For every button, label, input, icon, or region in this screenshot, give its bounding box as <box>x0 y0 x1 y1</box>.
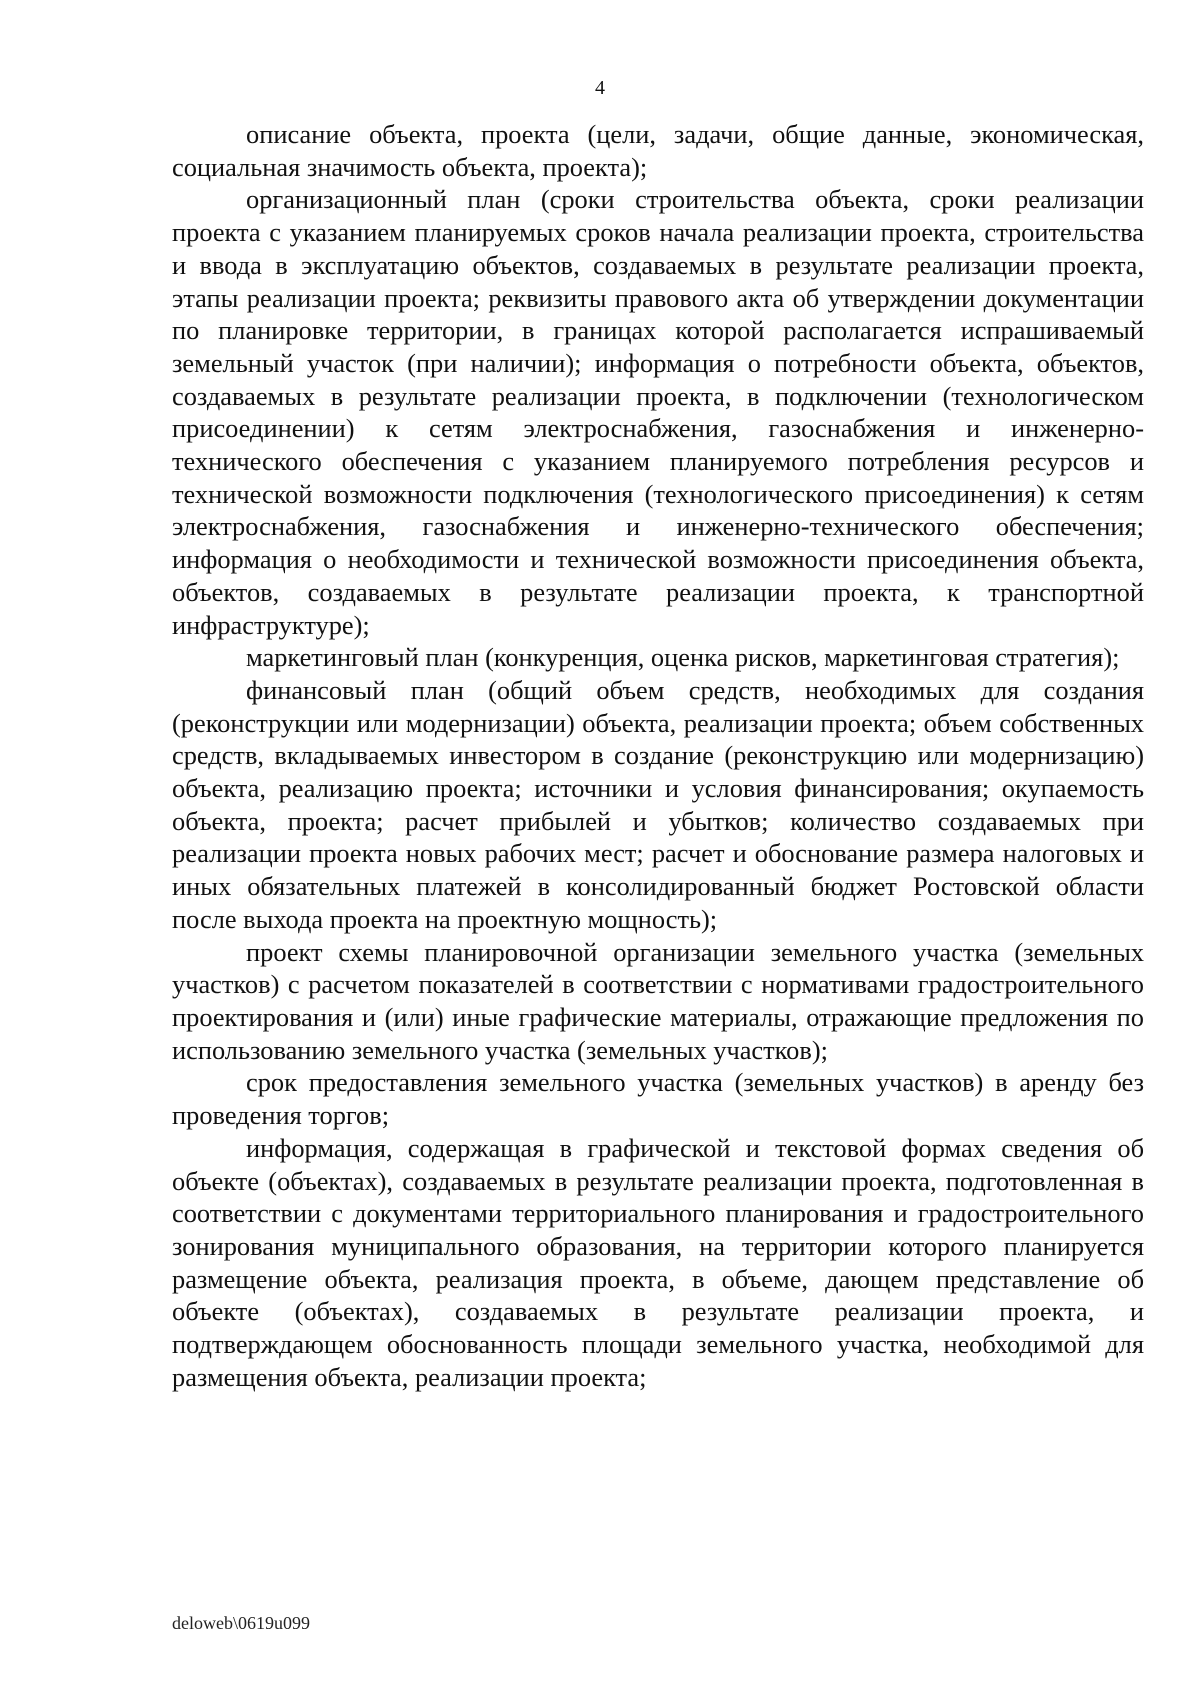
document-body <box>172 118 1144 1393</box>
page-number: 4 <box>595 77 605 99</box>
document-footer-code: deloweb\0619u099 <box>172 1613 310 1633</box>
paragraph-site-plan-project: проект схемы планировочной организации земельного участка (земельных участков) с расчетом показателей в соответствии с нормативами градостроительного проектирования и (или) иные графические материалы, отражающие предложения по использованию земельного участка (земельных участков); <box>172 936 1144 1065</box>
paragraph-marketing-plan: маркетинговый план (конкуренция, оценка рисков, маркетинговая стратегия); <box>246 642 1120 673</box>
paragraph-object-information: информация, содержащая в графической и текстовой формах сведения об объекте (объектах), создаваемых в результате реализации проекта, подготовленная в соответствии с документами территориального планирования и градостроительного зонирования муниципального образования, на территории которого планируется размещение объекта, реализация проекта, в объеме, дающем представление об объекте (объектах), создаваемых в результате реализации проекта, и подтверждающем обоснованность площади земельного участка, необходимой для размещения объекта, реализации проекта; <box>172 1132 1144 1392</box>
paragraph-organizational-plan: организационный план (сроки строительства объекта, сроки реализации проекта с указанием планируемых сроков начала реализации проекта, строительства и ввода в эксплуатацию объектов, создаваемых в результате реализации проекта, этапы реализации проекта; реквизиты правового акта об утверждении документации по планировке территории, в границах которой располагается испрашиваемый земельный участок (при наличии); информация о потребности объекта, объектов, создаваемых в результате реализации проекта, в подключении (технологическом присоединении) к сетям электроснабжения, газоснабжения и инженерно-технического обеспечения с указанием планируемого потребления ресурсов и технической возможности подключения (технологического присоединения) к сетям электроснабжения, газоснабжения и инженерно-технического обеспечения; информация о необходимости и технической возможности присоединения объекта, объектов, создаваемых в результате реализации проекта, к транспортной инфраструктуре); <box>172 184 1144 640</box>
paragraph-lease-term: срок предоставления земельного участка (земельных участков) в аренду без проведения торгов; <box>172 1067 1144 1131</box>
paragraph-financial-plan: финансовый план (общий объем средств, необходимых для создания (реконструкции или модернизации) объекта, реализации проекта; объем собственных средств, вкладываемых инвестором в создание (реконструкцию или модернизацию) объекта, реализацию проекта; источники и условия финансирования; окупаемость объекта, проекта; расчет прибылей и убытков; количество создаваемых при реализации проекта новых рабочих мест; расчет и обоснование размера налоговых и иных обязательных платежей в консолидированный бюджет Ростовской области после выхода проекта на проектную мощность); <box>172 674 1144 934</box>
paragraph-object-description: описание объекта, проекта (цели, задачи, общие данные, экономическая, социальная значимость объекта, проекта); <box>172 119 1144 182</box>
